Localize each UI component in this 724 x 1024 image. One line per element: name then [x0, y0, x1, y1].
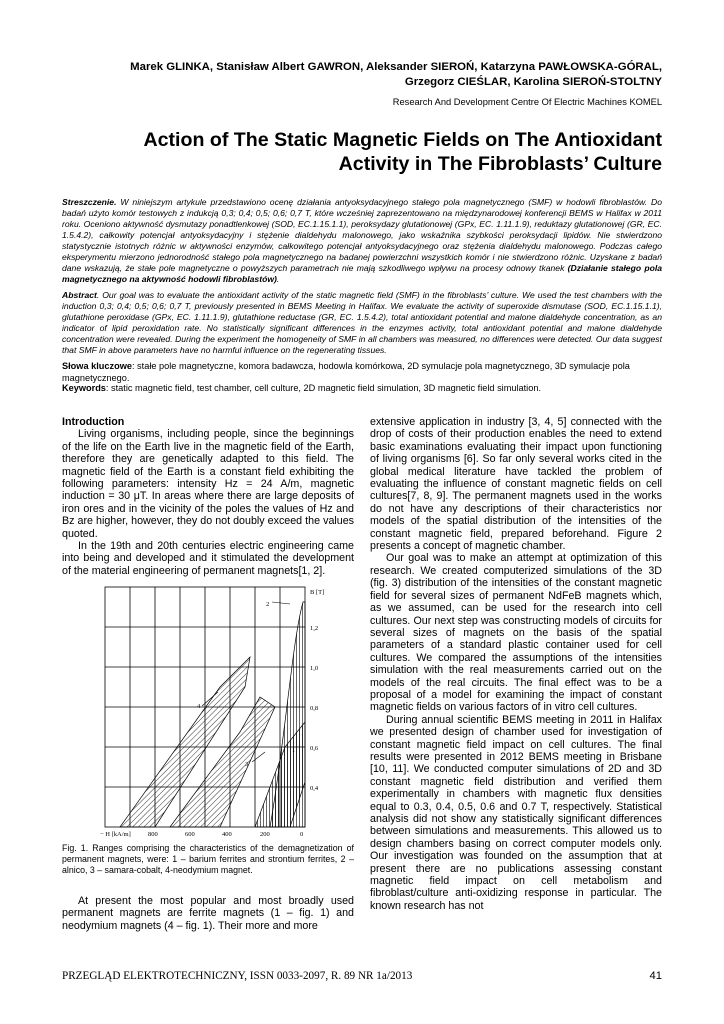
intro-paragraph-2: In the 19th and 20th centuries electric engineering came into being and developed and it stimulated the development of the material engineering of permanent magnets[1, 2].	[62, 540, 354, 577]
figure-1-demagnetization-chart	[100, 582, 350, 840]
y-tick-5: 0,4	[310, 785, 319, 792]
keywords-english-text: : static magnetic field, test chamber, cell culture, 2D magnetic field simulation, 3D magnetic field simulation.	[105, 383, 541, 393]
page-number: 41	[649, 970, 662, 982]
curve-label-3: 3	[245, 761, 249, 768]
author-list	[70, 60, 662, 90]
authors-line-1: Marek GLINKA, Stanisław Albert GAWRON, Aleksander SIEROŃ, Katarzyna PAWŁOWSKA-GÓRAL,	[130, 61, 662, 73]
y-axis-label: B [T]	[310, 589, 325, 596]
journal-footer: PRZEGLĄD ELEKTROTECHNICZNY, ISSN 0033-2097, R. 89 NR 1a/2013	[62, 970, 413, 982]
y-tick-2: 1,0	[310, 665, 319, 672]
x-tick-5: 0	[300, 831, 304, 838]
keywords-polish-text: : stałe pole magnetyczne, komora badawcza, hodowla komórkowa, 2D symulacje pola magnetycznego, 3D symulacje pola magnetycznego.	[62, 361, 630, 383]
abstract	[62, 290, 662, 356]
right-column	[370, 416, 662, 912]
keywords-polish-label: Słowa kluczowe	[62, 361, 132, 371]
curve-label-2: 2	[266, 601, 270, 608]
right-paragraph-1: extensive application in industry [3, 4, 5] connected with the drop of costs of their production enables the need to extend basic examinations evaluating their impact upon functioning of living organisms [6]. So far only several works cited in the global medical literature have tackled the problem of evaluating the influence of constant magnetic fields on cell cultures[7, 8, 9]. The permanent magnets used in the works do not have any descriptions of their characteristics nor models of the spatial distribution of the intensities of the constant magnetic field, prepared beforehand. Figure 2 presents a concept of magnetic chamber.	[370, 416, 662, 553]
streszczenie-label: Streszczenie.	[62, 197, 117, 207]
keywords-polish	[62, 360, 662, 384]
title-line-2: Activity in The Fibroblasts’ Culture	[338, 153, 662, 175]
intro-paragraph-1: Living organisms, including people, since the beginnings of the life on the Earth live in the magnetic field of the Earth, therefore they are genetically adapted to this field. The magnetic field of the Earth is a constant field exhibiting the following parameters: intensity Hz = 24 A/m, magnetic induction = 30 μT. In areas where there are large deposits of iron ores and in the vicinity of the poles the values of Hz and Bz are higher, however, they do not doubly exceed the values quoted.	[62, 428, 354, 540]
streszczenie-bold-title: (Działanie stałego pola magnetycznego na aktywność hodowli fibroblastów)	[62, 263, 662, 284]
paper-title	[70, 128, 662, 176]
left-paragraph-3: At present the most popular and most broadly used permanent magnets are ferrite magnets (1 – fig. 1) and neodymium magnets (4 – fig. 1). Their more and more	[62, 895, 354, 932]
keywords-english-label: Keywords	[62, 383, 106, 393]
curve-label-4: 4	[197, 703, 201, 710]
streszczenie-text: W niniejszym artykule przedstawiono ocenę działania antyoksydacyjnego stałego pola magnetycznego (SMF) w hodowli fibroblastów. Do badań użyto komór testowych z indukcją 0,3; 0,4; 0,5; 0,6; 0,7 T, które wcześniej zaprezentowano na międzynarodowej konferencji BEMS w Halifax w 2011 roku. Oceniono aktywność dysmutazy ponadtlenkowej (SOD, EC.1.15.1.1), peroksydazy glutationowej (GPx, EC. 1.11.1.9), reduktazy glutationowej (GR, EC. 1.5.4.2), całkowity potencjał antyoksydacyjny i stężenie dialdehydu malonowego, jako wskaźnika szybkości peroksydacji lipidów. Nie stwierdzono statystycznie istotnych różnic w aktywności enzymów, całkowitego potencjał antyoksydacyjnego oraz stężenia dialdehydu malonowego. Podczas całego eksperymentu mierzono jednorodność stałego pola magnetycznego na badanej powierzchni wszystkich komór i nie stwierdzono różnic. Uzyskane z badań dane wskazują, że stałe pole magnetyczne o powyższych parametrach nie mają szkodliwego wpływu na procesy odnowy tkanek	[62, 197, 662, 273]
left-column-continued	[62, 895, 354, 932]
abstract-text: . Our goal was to evaluate the antioxidant activity of the static magnetic field (SMF) in the fibroblasts’ culture. We used the test chambers with the induction 0,3; 0,4; 0,5; 0,6; 0,7 T, previously presented in BEMS Meeting in Halifax. We evaluate the activity of superoxide dismutase (SOD, EC.1.15.1.1), glutathione peroxidase (GPx, EC. 1.11.1.9), glutathione reductase (GR, EC. 1.5.4.2), total antioxidant potential and malone dialdehyde concentration, as an indicator of lipid peroxidation rate. No statistically significant differences in the enzymes activity, total antioxidant potential and malone dialdehyde concentration were revealed. During the experiment the homogeneity of SMF in all chambers was measured, no differences were detected. Our data suggest that SMF in above parameters have no harmful influence on the regenerating tissues.	[62, 290, 662, 355]
right-paragraph-2: Our goal was to make an attempt at optimization of this research. We created computerized simulations of the 3D (fig. 3) distribution of the intensities of the constant magnetic field for several sizes of permanent NdFeB magnets which, as we assumed, can be used for the research into cell cultures. Our next step was constructing models of circuits for several sizes of magnets on the basis of the spatial parameters of a standard plastic container used for cell cultures. We compared the assumptions of the intensities simulation with the real measurements carried out on the models of the real circuits. The final effect was to be a proposal of a model for examining the impact of constant magnetic fields on various factors of in vitro cell cultures.	[370, 552, 662, 714]
figure-1-caption: Fig. 1. Ranges comprising the characteristics of the demagnetization of permanent magnets, were: 1 – barium ferrites and strontium ferrites, 2 – alnico, 3 – samara-cobalt, 4-neodymium magnet.	[62, 843, 354, 875]
y-tick-4: 0,6	[310, 745, 319, 752]
right-paragraph-3: During annual scientific BEMS meeting in 2011 in Halifax we presented design of chamber used for investigation of constant magnetic field impact on cell cultures. The final results were presented in 2012 BEMS meeting in Brisbane [10, 11]. We conducted computer simulations of 2D and 3D constant magnetic field distribution and verified them experimentally in chambers with magnetic flux densities equal to 0.3, 0.4, 0.5, 0.6 and 0.7 T, respectively. Statistical analysis did not show any statistically significant differences between simulations and measurements. This allowed us to design chambers basing on correct computer models only. Our investigation was founded on the assumption that at present there are no publications assessing constant magnetic field impact on cell metabolism and fibroblast/culture anti-oxidizing response in particular. The known research has not	[370, 713, 662, 912]
y-tick-1: 1,2	[310, 625, 319, 632]
x-tick-4: 200	[260, 831, 270, 838]
keywords-english	[62, 382, 662, 394]
streszczenie	[62, 197, 662, 285]
x-axis-label: − H [kA/m]	[100, 831, 131, 838]
x-tick-3: 400	[222, 831, 232, 838]
title-line-1: Action of The Static Magnetic Fields on The Antioxidant	[143, 129, 662, 151]
curve-label-1: 1	[292, 747, 296, 754]
section-heading-introduction: Introduction	[62, 416, 125, 428]
abstract-label: Abstract	[62, 290, 97, 300]
left-column	[62, 416, 354, 577]
x-tick-2: 600	[185, 831, 195, 838]
authors-line-2: Grzegorz CIEŚLAR, Karolina SIEROŃ-STOLTNY	[404, 76, 662, 88]
affiliation: Research And Development Centre Of Electric Machines KOMEL	[392, 97, 662, 107]
streszczenie-period: .	[276, 274, 280, 284]
x-tick-1: 800	[148, 831, 158, 838]
y-tick-3: 0,8	[310, 705, 319, 712]
